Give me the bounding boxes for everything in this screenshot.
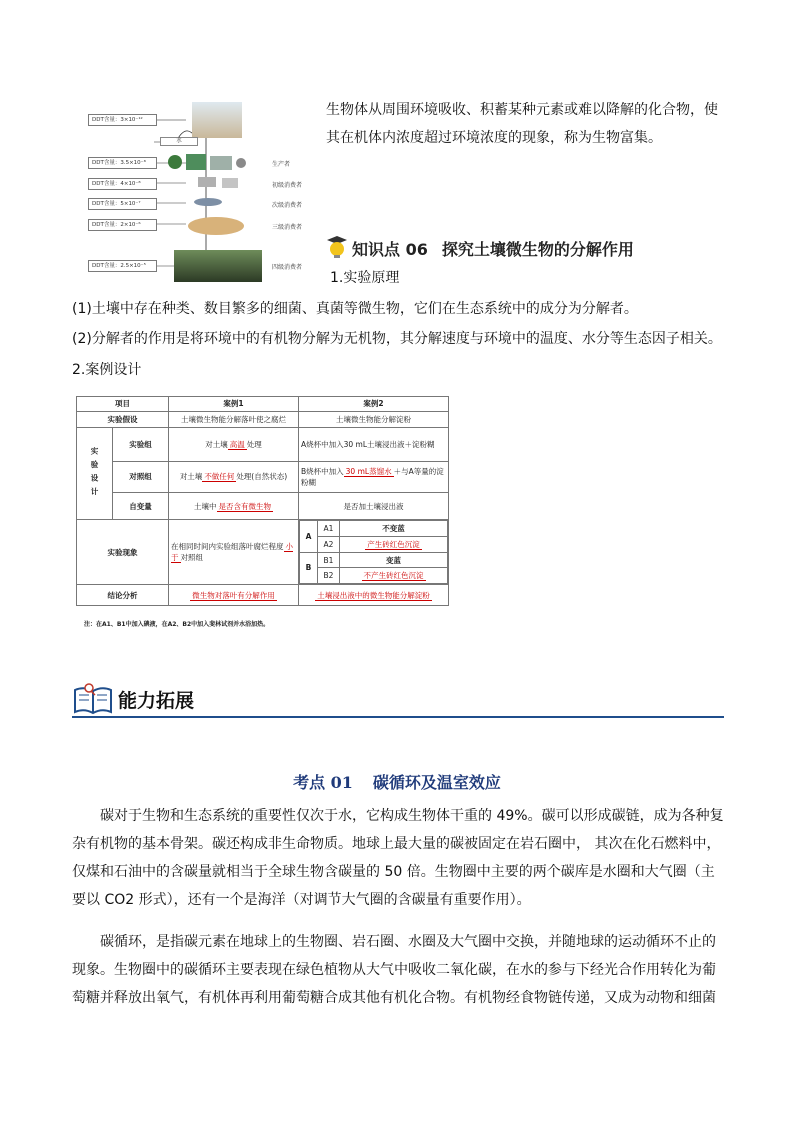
principle-heading: 1.实验原理 [330, 270, 400, 286]
ddt-label-secondary: DDT含量：5×10⁻⁷ [88, 198, 157, 210]
case-heading: 2.案例设计 [72, 362, 142, 378]
phenomenon-case1: 在相同时间内实验组落叶腐烂程度 小于 对照组 [169, 520, 299, 585]
conclusion-label: 结论分析 [77, 585, 169, 606]
control-group-case2: B烧杯中加入 30 mL蒸馏水 ＋与A等量的淀粉糊 [299, 461, 449, 492]
trophic-producer: 生产者 [272, 161, 291, 168]
open-book-icon [72, 682, 114, 716]
ddt-label-tertiary: DDT含量：2×10⁻⁶ [88, 219, 157, 231]
trophic-secondary: 次级消费者 [272, 202, 303, 209]
small-fish-image [194, 198, 222, 206]
principle-2: (2)分解者的作用是将环境中的有机物分解为无机物，其分解速度与环境中的温度、水分等生态因子相关。 [72, 331, 722, 347]
phenomenon-label: 实验现象 [77, 520, 169, 585]
hypothesis-case1: 土壤微生物能分解落叶使之腐烂 [169, 411, 299, 428]
tube-b1: B1 [318, 552, 340, 568]
principle-1: (1)土壤中存在种类、数目繁多的细菌、真菌等微生物，它们在生态系统中的成分为分解者。 [72, 301, 638, 317]
algae-image [168, 155, 182, 169]
zooplankton-image-2 [222, 178, 238, 188]
variable-case2: 是否加土壤浸出液 [299, 493, 449, 520]
water-label: 水 [160, 137, 198, 146]
control-group-label: 对照组 [113, 461, 169, 492]
header-item: 项目 [77, 397, 169, 412]
tube-a2: A2 [318, 536, 340, 552]
section-title: 能力拓展 [118, 690, 195, 712]
knowledge-point-title: 探究土壤微生物的分解作用 [441, 240, 634, 259]
conclusion-case2: 土壤浸出液中的微生物能分解淀粉 [299, 585, 449, 606]
ddt-label-producer: DDT含量：3.5×10⁻⁸ [88, 157, 157, 169]
person-spraying-image [192, 102, 242, 138]
header-case2: 案例2 [299, 397, 449, 412]
experimental-group-case2: A烧杯中加入30 mL土壤浸出液＋淀粉糊 [299, 428, 449, 461]
conclusion-case1: 微生物对落叶有分解作用 [169, 585, 299, 606]
tube-b1-result: 变蓝 [340, 552, 448, 568]
carbon-paragraph-1: 碳对于生物和生态系统的重要性仅次于水，它构成生物体干重的 49%。碳可以形成碳链，成为各种复杂有机物的基本骨架。碳还构成非生命物质。地球上最大量的碳被固定在岩石圈中， 其次在化石燃料中，仅煤和石油中的含碳量就相当于全球生物含碳量的 50 倍。生物圈中主要的两个碳库是水圈和大气圈（主要以 CO2 形式），还有一个是海洋（对调节大气圈的含碳量有重要作用）。 [72, 808, 724, 908]
tube-a1-result: 不变蓝 [340, 521, 448, 537]
experiment-table [76, 396, 448, 606]
beaker-b-label: B [300, 552, 318, 583]
ddt-label-water: DDT含量：3×10⁻¹² [88, 114, 157, 126]
trophic-primary: 初级消费者 [272, 182, 303, 189]
knowledge-point-number: 知识点 06 [352, 240, 428, 259]
experimental-group-case1: 对土壤 高温 处理 [169, 428, 299, 461]
ddt-label-quaternary: DDT含量：2.5×10⁻⁵ [88, 260, 157, 272]
design-label: 实验设计 [77, 428, 113, 520]
section-divider [72, 716, 724, 718]
exam-point-title [0, 770, 794, 793]
tube-a1: A1 [318, 521, 340, 537]
beaker-a-label: A [300, 521, 318, 552]
ddt-label-primary: DDT含量：4×10⁻⁸ [88, 178, 157, 190]
large-fish-image [188, 217, 244, 235]
variable-label: 自变量 [113, 493, 169, 520]
small-organism-image [236, 158, 246, 168]
plankton-image-2 [210, 156, 232, 170]
phenomenon-case2 [299, 520, 449, 585]
bird-image [174, 250, 262, 282]
experimental-group-label: 实验组 [113, 428, 169, 461]
trophic-quaternary: 四级消费者 [272, 264, 303, 271]
exam-point-name: 碳循环及温室效应 [372, 773, 501, 792]
tube-b2-result: 不产生砖红色沉淀 [340, 568, 448, 584]
hypothesis-case2: 土壤微生物能分解淀粉 [299, 411, 449, 428]
ddt-bioaccumulation-figure [86, 102, 316, 282]
trophic-tertiary: 三级消费者 [272, 224, 303, 231]
hypothesis-label: 实验假设 [77, 411, 169, 428]
plankton-image [186, 154, 206, 170]
header-case1: 案例1 [169, 397, 299, 412]
bioaccumulation-text: 生物体从周围环境吸收、积蓄某种元素或难以降解的化合物，使其在机体内浓度超过环境浓度的现象，称为生物富集。 [326, 102, 718, 146]
knowledge-point-heading [326, 235, 634, 260]
control-group-case1: 对土壤 不做任何 处理(自然状态) [169, 461, 299, 492]
section-banner [72, 680, 724, 720]
table-note: 注：在A1、B1中加入碘液，在A2、B2中加入斐林试剂并水浴加热。 [84, 621, 270, 628]
tube-a2-result: 产生砖红色沉淀 [340, 536, 448, 552]
tube-b2: B2 [318, 568, 340, 584]
carbon-paragraph-2: 碳循环，是指碳元素在地球上的生物圈、岩石圈、水圈及大气圈中交换，并随地球的运动循环不止的现象。生物圈中的碳循环主要表现在绿色植物从大气中吸收二氧化碳，在水的参与下经光合作用转化为葡萄糖并释放出氧气，有机体再利用葡萄糖合成其他有机化合物。有机物经食物链传递，又成为动物和细菌 [72, 934, 716, 1006]
scholar-bulb-icon [326, 235, 348, 259]
zooplankton-image [198, 177, 216, 187]
variable-case1: 土壤中 是否含有微生物 [169, 493, 299, 520]
exam-point-number: 考点 01 [293, 773, 353, 792]
